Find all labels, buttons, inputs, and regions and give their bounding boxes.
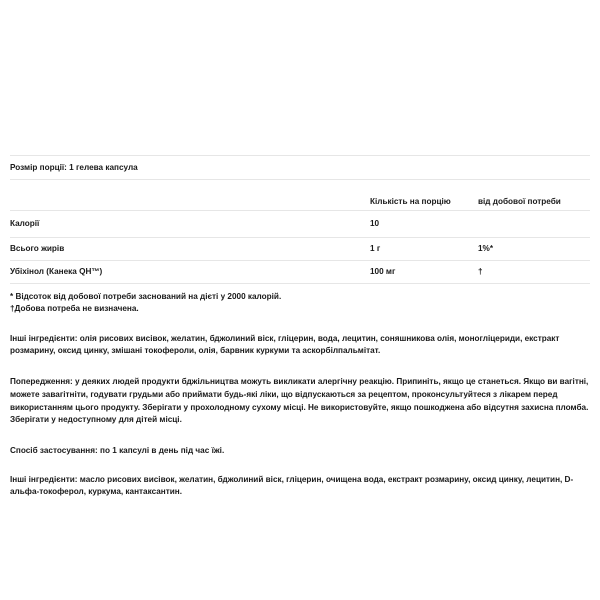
nutrient-daily-value: 1%* <box>478 238 590 261</box>
other-ingredients-secondary-paragraph: Інші інгредієнти: масло рисових висівок, желатин, бджолиний віск, гліцерин, очищена вода, екстракт розмарину, оксид цинку, лецитин, D-альфа-токоферол, куркума, кантаксантин. <box>10 474 574 497</box>
footnote-daily-value-not-established: †Добова потреба не визначена. <box>10 303 139 313</box>
nutrient-name: Убіхінол (Канека QH™) <box>10 261 370 284</box>
nutrient-name: Всього жирів <box>10 238 370 261</box>
serving-size-label: Розмір порції: 1 гелева капсула <box>10 156 590 180</box>
nutrient-daily-value <box>478 211 590 238</box>
footnote-daily-value-basis: * Відсоток від добової потреби заснований на дієті у 2000 калорій. <box>10 292 282 301</box>
table-header-row <box>10 180 590 211</box>
table-row <box>10 238 590 261</box>
nutrient-amount: 1 г <box>370 238 478 261</box>
serving-size-row <box>10 156 590 180</box>
nutrient-amount: 10 <box>370 211 478 238</box>
nutrient-name: Калорії <box>10 211 370 238</box>
other-ingredients-primary-paragraph: Інші інгредієнти: олія рисових висівок, желатин, бджолиний віск, гліцерин, вода, лецитин, соняшникова олія, моногліцериди, екстракт розмарину, оксид цинку, змішані токофероли, олія, барвник куркуми та аскорбілпальмітат. <box>10 333 560 356</box>
table-row <box>10 211 590 238</box>
footnotes-block <box>10 291 590 315</box>
nutrient-daily-value: † <box>478 261 590 284</box>
directions-paragraph: Спосіб застосування: по 1 капсулі в день під час їжі. <box>10 446 225 455</box>
column-header-amount-per-serving: Кількість на порцію <box>370 180 478 211</box>
warning-paragraph: Попередження: у деяких людей продукти бджільництва можуть викликати алергічну реакцію. Припиніть, якщо це станеться. Якщо ви вагітні, можете завагітніти, годувати грудьми або приймати будь-які ліки, що відпускаються за рецептом, проконсультуйтеся з лікарем перед використанням цього продукту. Зберігати у прохолодному сухому місці. Не використовуйте, якщо пошкоджена або відсутня захисна пломба. Зберігати у недоступному для дітей місці. <box>10 377 589 425</box>
table-row <box>10 261 590 284</box>
top-spacer <box>10 0 590 155</box>
table-bottom-divider <box>10 283 590 284</box>
supplement-facts-table <box>10 155 590 283</box>
nutrient-amount: 100 мг <box>370 261 478 284</box>
column-header-nutrient <box>10 180 370 211</box>
column-header-percent-daily-value: від добової потреби <box>478 180 590 211</box>
